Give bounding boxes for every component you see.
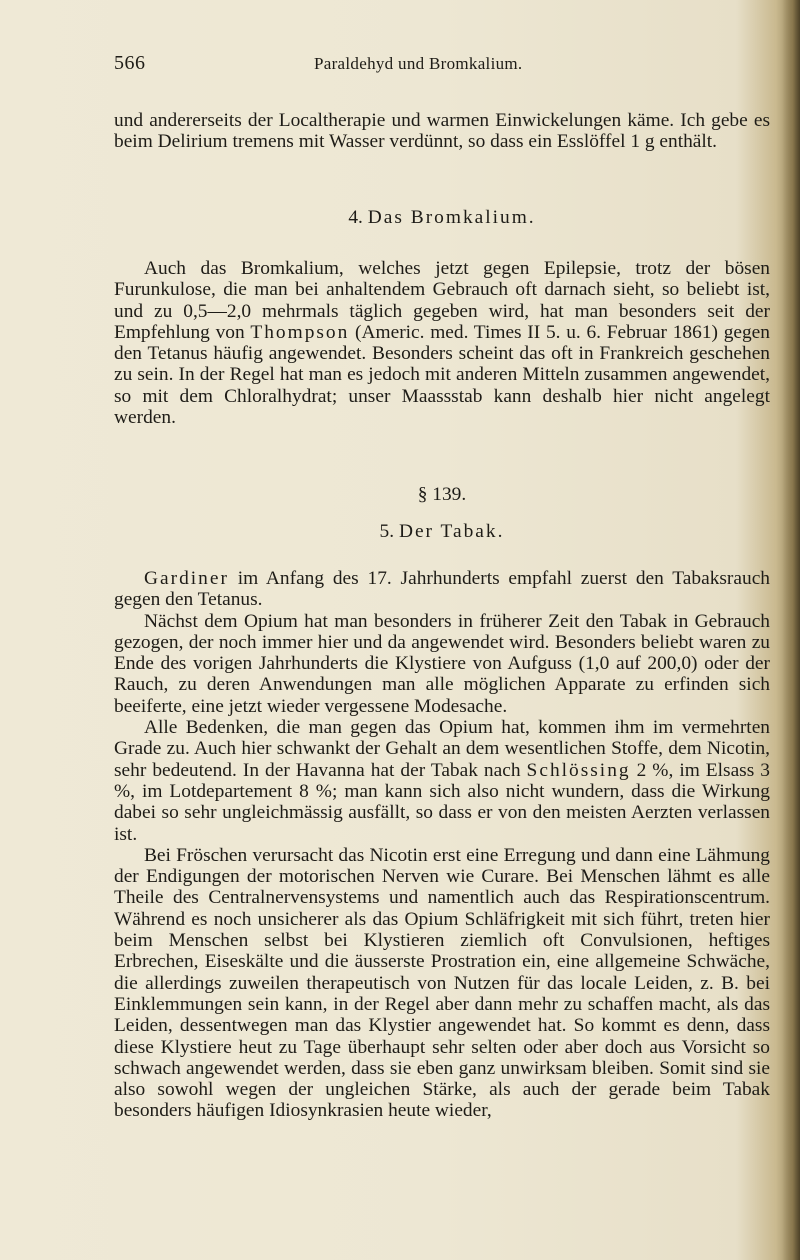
- bromkalium-paragraph-block: [114, 258, 770, 428]
- author-name: Schlössing: [526, 759, 631, 781]
- intro-paragraph: und andererseits der Localtherapie und warmen Einwickelungen käme. Ich gebe es beim Delirium tremens mit Wasser verdünnt, so dass ein Esslöffel 1 g enthält.: [114, 110, 770, 153]
- paragraph-number: [114, 484, 770, 506]
- page-edge-shadow: [782, 0, 800, 1260]
- intro-paragraph-block: [114, 110, 770, 153]
- section-number: 5.: [379, 521, 395, 542]
- text-run: im Anfang des 17. Jahrhunderts empfahl zuerst den Tabaksrauch gegen den Tetanus.: [114, 568, 770, 611]
- text-run: Auch das Bromkalium, welches jetzt gegen Epilepsie, trotz der bösen Furunkulose, die man bei anhaltendem Gebrauch oft darnach sieht, so beliebt ist, und zu 0,5—2,0 mehrmals täglich gegeben wird, hat man besonders seit der Empfehlung von: [114, 258, 770, 343]
- author-name: Thompson: [250, 321, 350, 343]
- section-title: Der Tabak.: [398, 521, 505, 542]
- page-header: [114, 52, 714, 76]
- page-number: 566: [114, 52, 146, 74]
- text-run: (Americ. med. Times II 5. u. 6. Februar 1861) gegen den Tetanus häufig angewendet. Besonders scheint das oft in Frankreich geschehen zu sein. In der Regel hat man es jedoch mit anderen Mitteln zusammen angewendet, so mit dem Chloralhydrat; unser Maassstab kann deshalb hier nicht angelegt werden.: [114, 321, 770, 429]
- running-title: Paraldehyd und Bromkalium.: [314, 54, 523, 73]
- froeschen-paragraph: Bei Fröschen verursacht das Nicotin erst eine Erregung und dann eine Lähmung der Endigungen der motorischen Nerven wie Curare. Bei Menschen lähmt es alle Theile des Centralnervensystems und namentlich auch das Respirationscentrum. Während es noch unsicherer als das Opium Schläfrigkeit mit sich führt, treten hier beim Menschen selbst bei Klystieren ziemlich oft Convulsionen, heftiges Erbrechen, Eiseskälte und die äusserste Prostration ein, eine allgemeine Schwäche, die allerdings zuweilen therapeutisch von Nutzen für das locale Leiden, z. B. bei Einklemmungen sein kann, in der Regel aber dann mehr zu schaffen macht, als das Leiden, dessentwegen man das Klystier angewendet hat. So kommt es denn, dass diese Klystiere heut zu Tage überhaupt sehr selten oder aber doch aus Vorsicht so schwach angewendet werden, dass sie eben ganz unwirksam bleiben. Somit sind sie also sowohl wegen der ungleichen Stärke, als auch der gerade beim Tabak besonders häufigen Idiosynkrasien heute wieder,: [114, 844, 770, 1122]
- text-run: Alle Bedenken, die man gegen das Opium hat, kommen ihm im vermehrten Grade zu. Auch hier schwankt der Gehalt an dem wesentlichen Stoffe, dem Nicotin, sehr bedeutend. In der Havanna hat der Tabak nach: [114, 717, 770, 781]
- section-heading-bromkalium: [114, 207, 770, 229]
- section-title: Das Bromkalium.: [367, 207, 536, 228]
- section-number: 4.: [348, 207, 363, 228]
- bromkalium-paragraph: [114, 258, 770, 428]
- text-run: 2 %, im Elsass 3 %, im Lotdepartement 8 %; man kann sich also nicht wundern, dass die Wirkung dabei so sehr ungleichmässig ausfällt, so dass er von den meisten Aerzten verlassen ist.: [114, 759, 770, 845]
- paragraph-label: § 139.: [417, 484, 467, 505]
- author-name: Gardiner: [144, 568, 229, 589]
- gardiner-paragraph: [114, 568, 770, 611]
- tabak-text-block: [114, 568, 770, 1122]
- section-heading-tabak: [114, 521, 770, 543]
- bedenken-paragraph: [114, 717, 770, 845]
- opium-paragraph: Nächst dem Opium hat man besonders in früherer Zeit den Tabak in Gebrauch gezogen, der noch immer hier und da angewendet wird. Besonders beliebt waren zu Ende des vorigen Jahrhunderts die Klystiere von Aufguss (1,0 auf 200,0) oder der Rauch, zu deren Anwendungen man alle möglichen Apparate zu erfinden sich beeiferte, eine jetzt wieder vergessene Modesache.: [114, 610, 770, 717]
